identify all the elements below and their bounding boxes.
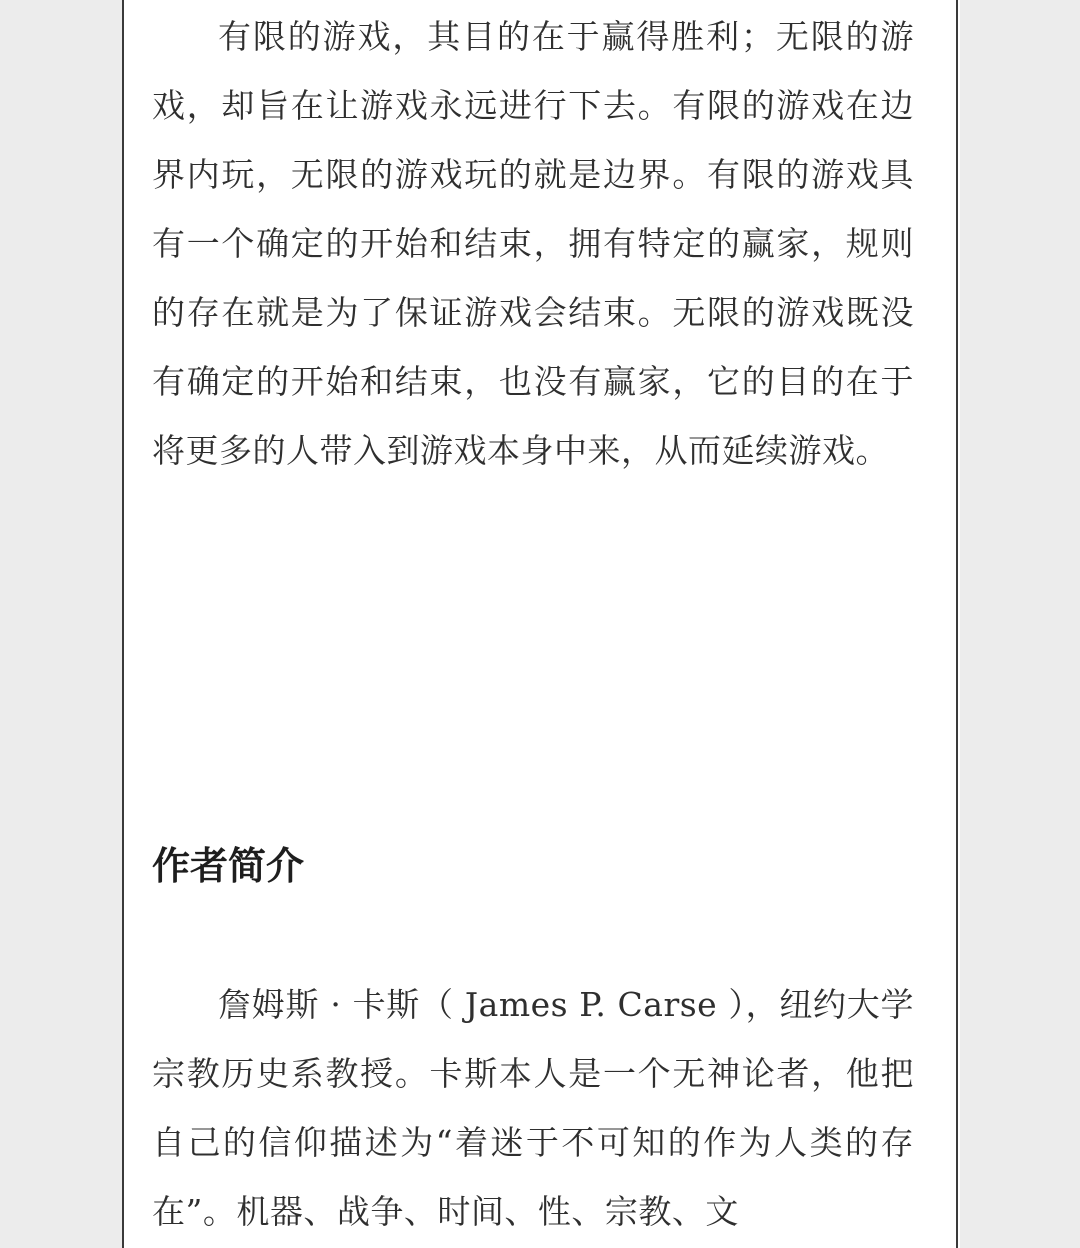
left-background-margin [0, 0, 122, 1248]
author-bio-paragraph: 詹姆斯 · 卡斯（ James P. Carse ），纽约大学宗教历史系教授。卡斯本人是一个无神论者，他把自己的信仰描述为“着迷于不可知的作为人类的存在”。机器、战争、时间、性、宗教、文 [152, 985, 914, 1231]
book-page [122, 0, 958, 1248]
right-background-margin [960, 0, 1080, 1248]
intro-paragraph: 有限的游戏，其目的在于赢得胜利；无限的游戏，却旨在让游戏永远进行下去。有限的游戏在边界内玩，无限的游戏玩的就是边界。有限的游戏具有一个确定的开始和结束，拥有特定的赢家，规则的存在就是为了保证游戏会结束。无限的游戏既没有确定的开始和结束，也没有赢家，它的目的在于将更多的人带入到游戏本身中来，从而延续游戏。 [152, 17, 914, 470]
author-intro-heading: 作者简介 [152, 844, 305, 888]
